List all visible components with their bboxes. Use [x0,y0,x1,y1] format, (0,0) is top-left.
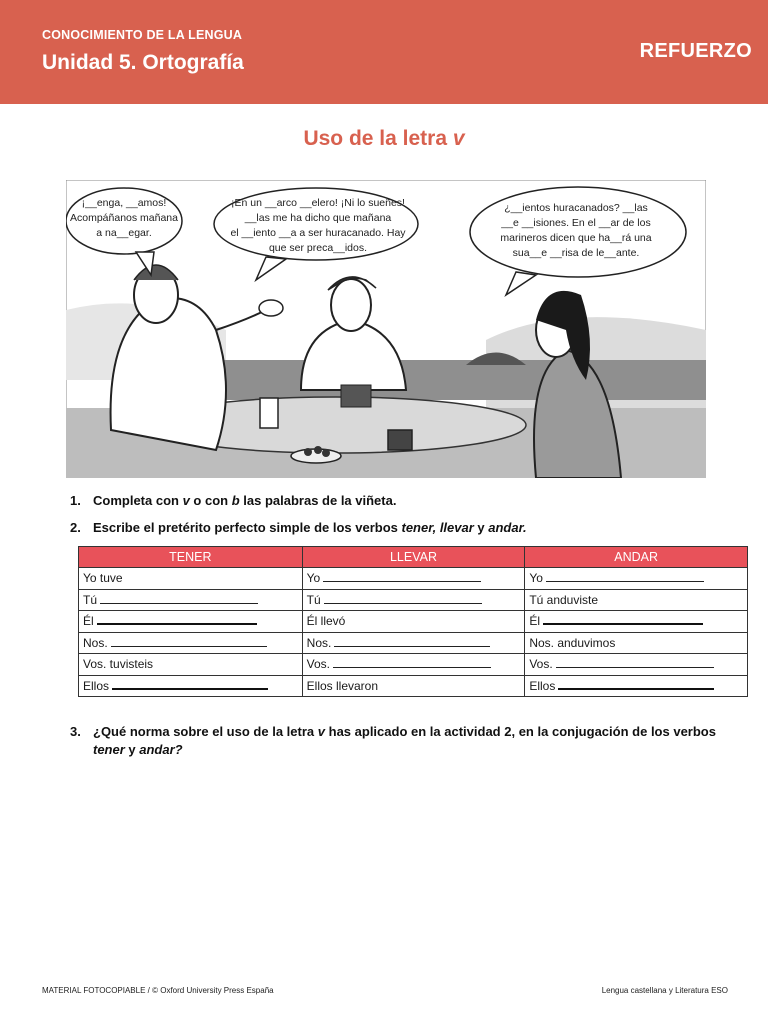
activity-number: 3. [70,724,81,739]
answer-blank[interactable] [333,657,491,668]
verb-name: andar [488,520,523,535]
cell-text: Nos. anduvimos [529,635,616,650]
table-cell [79,654,303,676]
activity-3 [70,723,716,757]
table-cell [302,675,525,697]
activity-number: 1. [70,493,81,508]
cell-text: Vos. tuvisteis [83,657,154,672]
table-cell[interactable] [525,611,748,633]
subject-label: CONOCIMIENTO DE LA LENGUA [42,28,243,42]
activity-body [93,723,716,759]
speech-bubble-right: ¿__ientos huracanados? __las __e __isiones. En el __ar de los marineros dicen que ha__rá una sua__e __risa de le__ante. [500,202,652,259]
reinforcement-badge: REFUERZO [639,40,752,62]
cell-text: Ellos llevaron [306,678,379,693]
activity-text: y [473,520,489,535]
table-row [79,654,748,676]
activity-text: Escribe el pretérito perfecto simple de los verbos [93,520,402,535]
cell-text: Tú [306,592,321,607]
cell-text: Nos. [306,635,332,650]
verb-conjugation-table [78,546,748,697]
answer-blank[interactable] [556,657,714,668]
table-cell [525,589,748,611]
cell-text: Ellos [529,678,556,693]
speech-bubble-middle: ¡En un __arco __elero! ¡Ni lo sueñes! __las me ha dicho que mañana el __iento __a a ser huracanado. Hay que ser preca__idos. [230,197,406,254]
cell-text: Yo tuve [83,571,123,586]
column-header-llevar: LLEVAR [302,547,525,568]
table-row [79,632,748,654]
activity-text: y [124,742,140,757]
answer-blank[interactable] [97,614,257,625]
table-cell[interactable] [525,568,748,590]
table-row [79,568,748,590]
cell-text: Nos. [83,635,108,650]
verb-name: andar? [139,742,183,757]
cell-text: Vos. [306,657,331,672]
table-cell[interactable] [79,675,303,697]
answer-blank[interactable] [111,636,267,647]
cell-text: Yo [306,571,321,586]
table-cell[interactable] [79,589,303,611]
title-letter: v [452,127,465,150]
table-cell[interactable] [525,654,748,676]
table-cell[interactable] [302,632,525,654]
activity-text: . [522,520,527,535]
answer-blank[interactable] [324,593,482,604]
column-header-andar: ANDAR [525,547,748,568]
table-row [79,675,748,697]
cell-text: Tú anduviste [529,592,599,607]
speech-bubble-left: ¡__enga, __amos! Acompáñanos mañana a na__egar. [70,197,178,239]
page-header [0,0,768,104]
cell-text: Él [529,614,540,629]
cell-text: Ellos [83,678,110,693]
table-cell [302,611,525,633]
cell-text: Él [83,614,94,629]
comic-illustration [66,180,706,478]
activity-text: Completa con [93,493,183,508]
activity-1 [70,493,396,508]
table-row [79,611,748,633]
activity-letter: v [182,493,190,508]
footer-course: Lengua castellana y Literatura ESO [601,986,728,995]
page-title [0,127,768,151]
table-cell[interactable] [525,675,748,697]
table-cell[interactable] [79,611,303,633]
activity-2 [70,520,527,535]
activity-text: las palabras de la viñeta. [239,493,397,508]
answer-blank[interactable] [334,636,490,647]
footer-copyright: MATERIAL FOTOCOPIABLE / © Oxford University Press España [42,986,274,995]
table-cell [79,568,303,590]
table-cell[interactable] [79,632,303,654]
verb-name: tener [93,742,125,757]
verb-name: tener [401,520,433,535]
activity-letter: v [317,724,325,739]
cell-text: Vos. [529,657,553,672]
activity-letter: b [231,493,240,508]
table-cell[interactable] [302,589,525,611]
table-cell[interactable] [302,568,525,590]
answer-blank[interactable] [323,571,481,582]
verb-name: llevar [439,520,474,535]
column-header-tener: TENER [79,547,303,568]
answer-blank[interactable] [546,571,704,582]
table-row [79,589,748,611]
cell-text: Yo [529,571,543,586]
activity-text: , [432,520,440,535]
title-text: Uso de la letra [303,127,453,150]
activity-text: ¿Qué norma sobre el uso de la letra [93,724,318,739]
answer-blank[interactable] [558,679,714,690]
activity-text: o con [189,493,232,508]
answer-blank[interactable] [112,679,268,690]
table-header-row [79,547,748,568]
answer-blank[interactable] [543,614,703,625]
answer-blank[interactable] [100,593,258,604]
cell-text: Él llevó [306,614,346,629]
cell-text: Tú [83,592,98,607]
table-cell [525,632,748,654]
activity-number: 2. [70,520,81,535]
unit-title: Unidad 5. Ortografía [42,51,244,74]
table-cell[interactable] [302,654,525,676]
activity-text: has aplicado en la actividad 2, en la conjugación de los verbos [325,724,716,739]
